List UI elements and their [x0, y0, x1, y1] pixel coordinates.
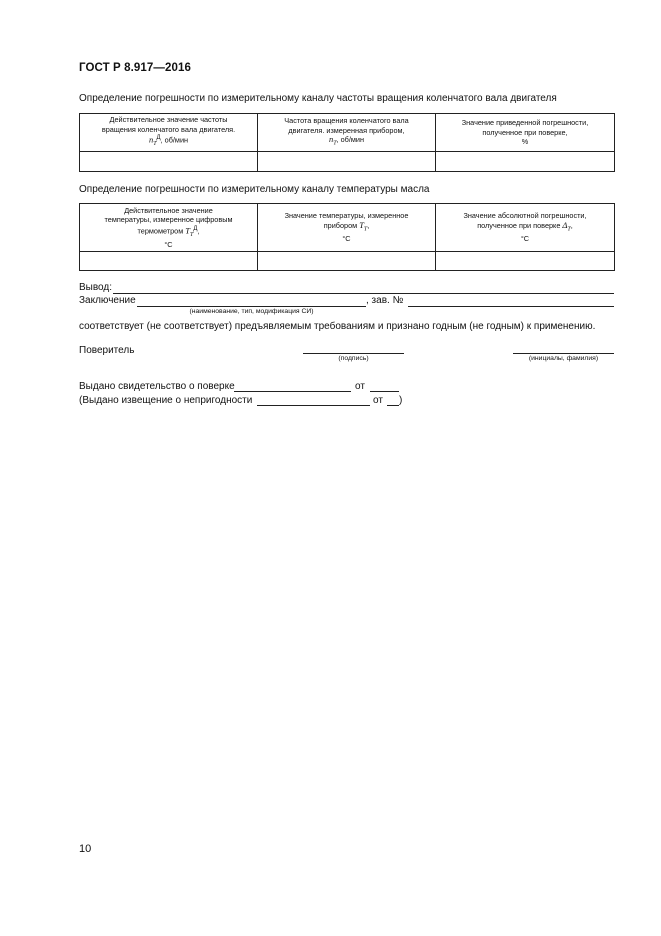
table-header-row — [80, 204, 615, 252]
table-cell[interactable] — [436, 252, 615, 271]
vyvod-label: Вывод: — [79, 282, 113, 293]
notice-from-label: от — [373, 395, 383, 406]
certificate-date-field[interactable] — [370, 391, 399, 392]
verifier-label: Поверитель — [79, 345, 135, 356]
signature-field[interactable] — [303, 353, 404, 354]
temperature-table — [79, 203, 615, 271]
certificate-label: Выдано свидетельство о поверке — [79, 381, 235, 392]
header-cell: Действительное значение частоты вращения коленчатого вала двигателя. $n_T^Д$, об/мин — [80, 114, 258, 152]
vyvod-field[interactable] — [113, 293, 614, 294]
certificate-number-field[interactable] — [234, 391, 351, 392]
instrument-caption: (наименование, тип, модификация СИ) — [189, 308, 314, 315]
header-cell: Значение температуры, измеренное прибором $T_T$, °С — [258, 204, 436, 252]
notice-date-field[interactable] — [387, 405, 399, 406]
signature-caption: (подпись) — [338, 355, 369, 362]
serial-number-field[interactable] — [408, 306, 614, 307]
header-cell: Действительное значение температуры, измеренное цифровым термометром $T_T^Д$, °С — [80, 204, 258, 252]
certificate-from-label: от — [355, 381, 365, 392]
section2-title: Определение погрешности по измерительному каналу температуры масла — [79, 184, 430, 195]
header-cell: Значение абсолютной погрешности, полученное при поверке $\Delta_T$, °С — [436, 204, 615, 252]
table-cell[interactable] — [80, 252, 258, 271]
name-field[interactable] — [513, 353, 614, 354]
zaklyuchenie-label: Заключение — [79, 295, 136, 306]
table-header-row — [80, 114, 615, 152]
header-cell: Значение приведенной погрешности, полученное при поверке, % — [436, 114, 615, 152]
instrument-name-field[interactable] — [137, 306, 366, 307]
standard-header: ГОСТ Р 8.917—2016 — [79, 62, 191, 74]
notice-label: (Выдано извещение о непригодности — [79, 395, 253, 406]
name-caption: (инициалы, фамилия) — [528, 355, 599, 362]
header-cell: Частота вращения коленчатого вала двигателя. измеренная прибором, $n_T$, об/мин — [258, 114, 436, 152]
conformity-sentence: соответствует (не соответствует) предъявляемым требованиям и признано годным (не годным) к применению. — [79, 321, 596, 332]
section1-title: Определение погрешности по измерительному каналу частоты вращения коленчатого вала двигателя — [79, 93, 557, 104]
notice-close-paren: ) — [399, 395, 403, 406]
table-cell[interactable] — [258, 152, 436, 172]
table-row — [80, 152, 615, 172]
table-cell[interactable] — [258, 252, 436, 271]
notice-number-field[interactable] — [257, 405, 370, 406]
page-number: 10 — [79, 843, 92, 855]
table-cell[interactable] — [80, 152, 258, 172]
serial-number-label: , зав. № — [366, 295, 404, 306]
rpm-table — [79, 113, 615, 172]
table-row — [80, 252, 615, 271]
table-cell[interactable] — [436, 152, 615, 172]
